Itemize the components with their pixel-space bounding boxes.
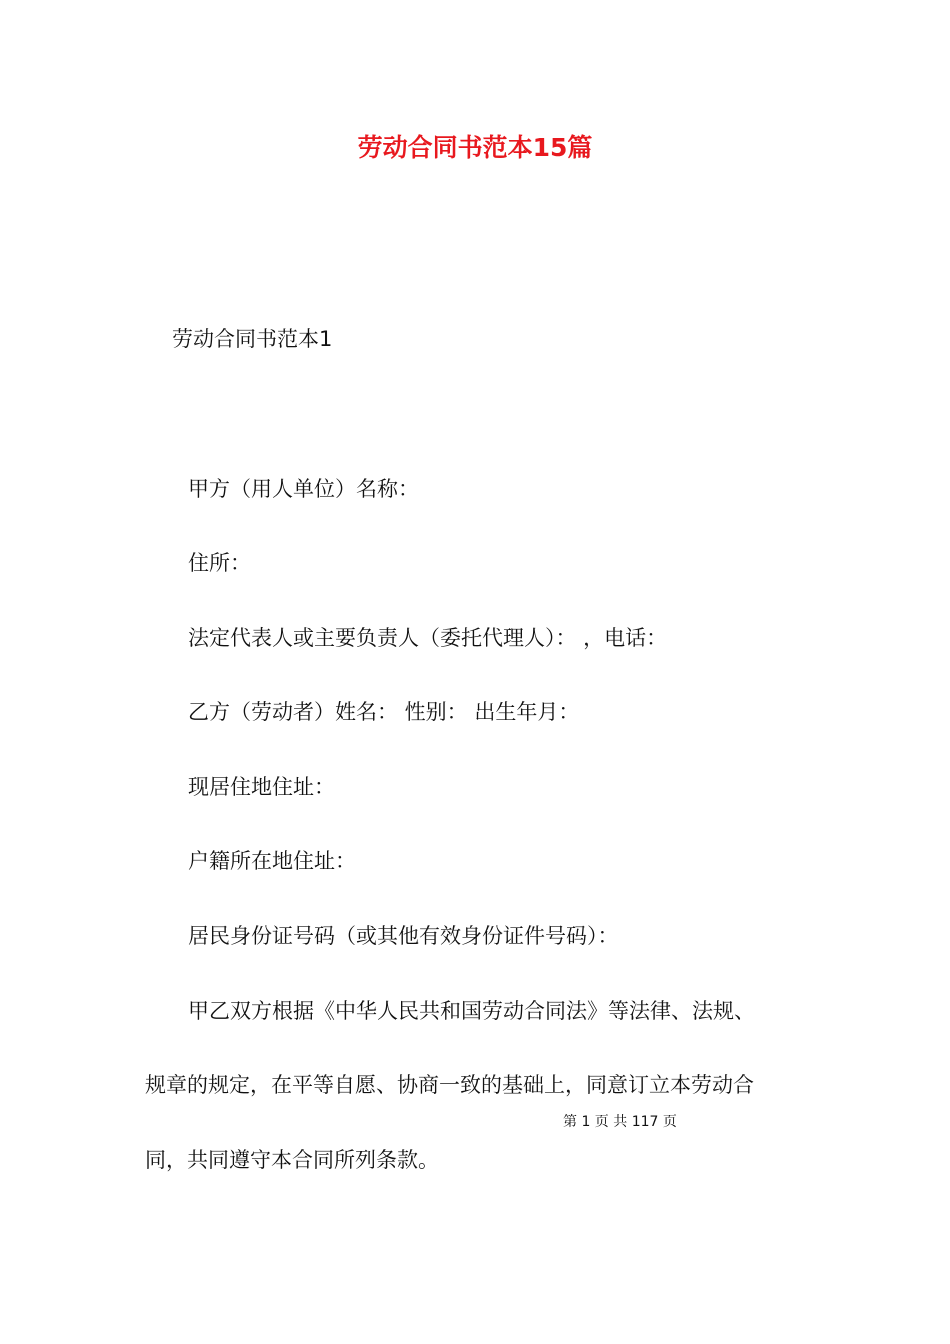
document-title: 劳动合同书范本15篇 bbox=[357, 133, 593, 162]
body-paragraph-line-1: 甲乙双方根据《中华人民共和国劳动合同法》等法律、法规、 bbox=[188, 999, 755, 1023]
legal-representative-line: 法定代表人或主要负责人（委托代理人）： ，电话： bbox=[188, 626, 668, 650]
employee-info-line: 乙方（劳动者）姓名： 性别： 出生年月： bbox=[188, 700, 580, 724]
body-paragraph-line-3: 同，共同遵守本合同所列条款。 bbox=[145, 1148, 439, 1172]
body-paragraph-line-2: 规章的规定，在平等自愿、协商一致的基础上，同意订立本劳动合 bbox=[145, 1073, 754, 1097]
section-heading: 劳动合同书范本1 bbox=[172, 327, 333, 351]
employer-address-line: 住所： bbox=[188, 551, 251, 575]
employer-name-line: 甲方（用人单位）名称： bbox=[188, 477, 419, 501]
id-number-line: 居民身份证号码（或其他有效身份证件号码）： bbox=[188, 924, 619, 948]
household-address-line: 户籍所在地住址： bbox=[188, 849, 356, 873]
page-number-footer: 第 1 页 共 117 页 bbox=[563, 1114, 677, 1130]
current-address-line: 现居住地住址： bbox=[188, 775, 335, 799]
